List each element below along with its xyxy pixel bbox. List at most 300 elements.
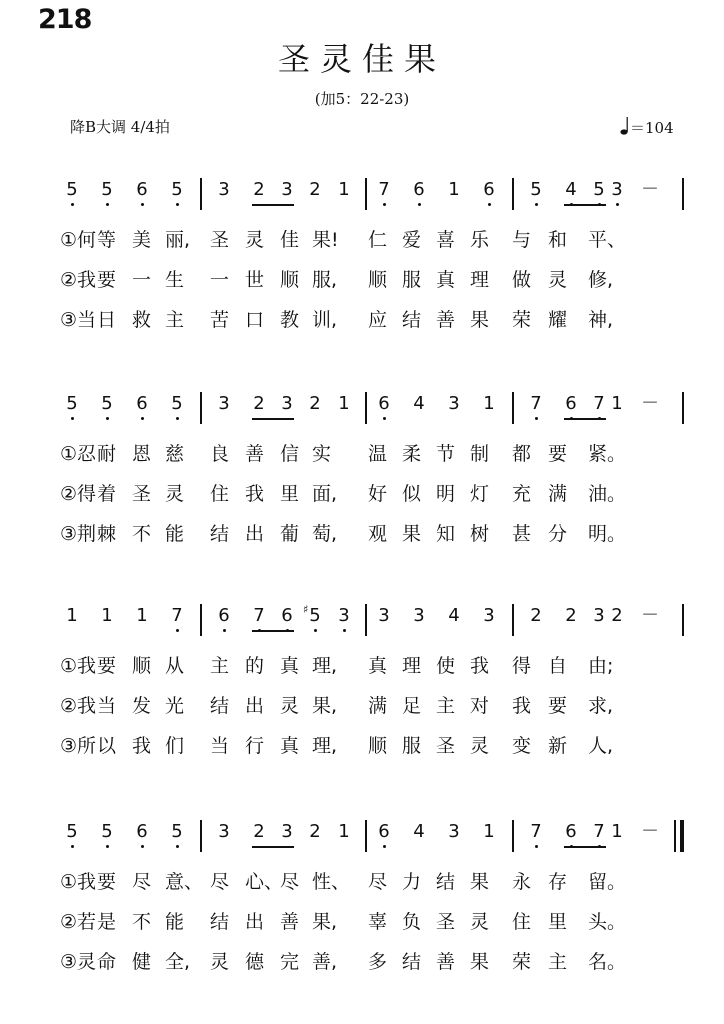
lyric-syllable: 行: [245, 735, 265, 757]
barline: [512, 820, 514, 852]
barline: [200, 392, 202, 424]
lyric-syllable: 萄,: [312, 523, 338, 545]
note: 7: [589, 392, 609, 416]
lyric-syllable: 要: [548, 695, 568, 717]
lyric-syllable: 树: [470, 523, 490, 545]
lyric-syllable: 自: [548, 655, 568, 677]
lyric-syllable: 力: [402, 871, 422, 893]
low-octave-dot: [141, 203, 144, 206]
lyric-syllable: 完: [280, 951, 300, 973]
lyric-syllable: 能: [165, 523, 185, 545]
lyric-syllable: 温: [368, 443, 388, 465]
note: 3: [281, 393, 293, 414]
lyric-syllable: 我: [512, 695, 532, 717]
lyric-syllable: 丽,: [165, 229, 191, 251]
low-octave-dot: [616, 203, 619, 206]
quarter-note-icon: [620, 116, 630, 134]
hold-dash: －: [641, 605, 659, 626]
low-octave-dot: [535, 417, 538, 420]
note: 3: [281, 179, 293, 200]
note: 1: [136, 605, 148, 626]
lyric-syllable: 要: [97, 871, 117, 893]
barline: [682, 604, 684, 636]
barline: [365, 392, 367, 424]
lyric-syllable: 着: [97, 483, 117, 505]
lyric-syllable: ②得: [60, 483, 97, 505]
note: 1: [338, 821, 350, 842]
lyric-syllable: 苦: [210, 309, 230, 331]
lyric-syllable: ①忍: [60, 443, 97, 465]
note: 5: [97, 392, 117, 416]
lyric-syllable: ②我: [60, 269, 97, 291]
note: 6: [132, 392, 152, 416]
lyric-syllable: 主: [436, 695, 456, 717]
lyric-syllable: 明。: [588, 523, 627, 545]
note: 3: [483, 605, 495, 626]
lyric-syllable: 服,: [312, 269, 338, 291]
lyric-syllable: 葡: [280, 523, 300, 545]
lyric-syllable: 求,: [588, 695, 614, 717]
lyric-syllable: 应: [368, 309, 388, 331]
lyric-syllable: 果,: [312, 695, 338, 717]
lyric-syllable: 足: [402, 695, 422, 717]
note: 3: [334, 604, 354, 628]
lyric-syllable: 教: [280, 309, 300, 331]
lyric-syllable: 里: [548, 911, 568, 933]
lyric-syllable: 实: [312, 443, 332, 465]
note: 2: [309, 393, 321, 414]
lyric-syllable: 知: [436, 523, 456, 545]
note: 5: [62, 178, 82, 202]
low-octave-dot: [106, 417, 109, 420]
note: 1: [611, 393, 623, 414]
note: 6: [479, 178, 499, 202]
hymn-number: 218: [38, 4, 92, 35]
barline: [682, 178, 684, 210]
note: 5: [589, 178, 609, 202]
low-octave-dot: [141, 417, 144, 420]
lyric-syllable: 由;: [588, 655, 614, 677]
note: 3: [218, 179, 230, 200]
lyric-syllable: 顺: [368, 269, 388, 291]
lyric-syllable: 观: [368, 523, 388, 545]
lyric-syllable: 口: [245, 309, 265, 331]
lyric-syllable: 果: [402, 523, 422, 545]
barline: [365, 604, 367, 636]
lyric-syllable: 棘: [97, 523, 117, 545]
lyric-syllable: 我: [132, 735, 152, 757]
lyric-syllable: 果: [470, 951, 490, 973]
note: 5: [97, 178, 117, 202]
lyric-syllable: 结: [436, 871, 456, 893]
lyric-syllable: 善: [245, 443, 265, 465]
lyric-syllable: 出: [245, 911, 265, 933]
hold-dash: －: [641, 179, 659, 200]
lyric-syllable: 都: [512, 443, 532, 465]
lyric-syllable: 尽: [368, 871, 388, 893]
lyric-syllable: 的: [245, 655, 265, 677]
note: 3: [218, 821, 230, 842]
note: 2: [253, 821, 265, 842]
lyric-syllable: 柔: [402, 443, 422, 465]
lyric-syllable: 不: [132, 523, 152, 545]
note: 6: [409, 178, 429, 202]
note: 2: [309, 821, 321, 842]
lyric-syllable: 住: [512, 911, 532, 933]
lyric-syllable: 日: [97, 309, 117, 331]
note: 4: [561, 178, 581, 202]
lyric-syllable: 从: [165, 655, 185, 677]
note: 3: [448, 393, 460, 414]
note: 1: [338, 179, 350, 200]
lyric-syllable: 仁: [368, 229, 388, 251]
lyric-syllable: 善,: [312, 951, 338, 973]
lyric-syllable: 明: [436, 483, 456, 505]
note: 1: [483, 821, 495, 842]
lyric-syllable: 美: [132, 229, 152, 251]
lyric-syllable: 善: [436, 951, 456, 973]
lyric-syllable: 服: [402, 735, 422, 757]
note: 6: [561, 820, 581, 844]
barline: [512, 392, 514, 424]
lyric-syllable: 人,: [588, 735, 614, 757]
lyric-syllable: 负: [402, 911, 422, 933]
note: 4: [413, 393, 425, 414]
lyric-verse-2: [0, 480, 724, 510]
lyric-verse-1: [0, 226, 724, 256]
lyric-syllable: 与: [512, 229, 532, 251]
lyric-syllable: 灵: [165, 483, 185, 505]
eighth-beam: [564, 846, 606, 848]
lyric-syllable: 恩: [132, 443, 152, 465]
note: 4: [413, 821, 425, 842]
lyric-syllable: 性、: [312, 871, 351, 893]
lyric-syllable: 等: [97, 229, 117, 251]
low-octave-dot: [535, 845, 538, 848]
low-octave-dot: [314, 629, 317, 632]
lyric-syllable: 面,: [312, 483, 338, 505]
low-octave-dot: [176, 203, 179, 206]
note: 5 ♯: [305, 604, 325, 628]
lyric-syllable: ③荆: [60, 523, 97, 545]
lyric-syllable: 结: [210, 523, 230, 545]
lyric-syllable: 果,: [312, 911, 338, 933]
note: 5: [62, 820, 82, 844]
lyric-syllable: 充: [512, 483, 532, 505]
lyric-syllable: 圣: [436, 911, 456, 933]
lyric-syllable: 意、: [165, 871, 204, 893]
low-octave-dot: [383, 845, 386, 848]
note: 7: [249, 604, 269, 628]
lyric-syllable: 荣: [512, 309, 532, 331]
lyric-syllable: 世: [245, 269, 265, 291]
lyric-syllable: 修,: [588, 269, 614, 291]
eighth-beam: [252, 846, 294, 848]
lyric-syllable: 全,: [165, 951, 191, 973]
note: 1: [483, 393, 495, 414]
lyric-syllable: ①我: [60, 655, 97, 677]
lyric-syllable: 灵: [470, 911, 490, 933]
lyric-syllable: 我: [245, 483, 265, 505]
notation-line: [0, 604, 724, 634]
lyric-syllable: 一: [210, 269, 230, 291]
lyric-verse-1: [0, 652, 724, 682]
lyric-syllable: 真: [436, 269, 456, 291]
lyric-syllable: 圣: [436, 735, 456, 757]
lyric-syllable: 分: [548, 523, 568, 545]
barline: [682, 392, 684, 424]
lyric-syllable: 当: [97, 695, 117, 717]
lyric-syllable: 结: [402, 309, 422, 331]
lyric-syllable: 光: [165, 695, 185, 717]
eighth-beam: [564, 418, 606, 420]
lyric-verse-2: [0, 266, 724, 296]
lyric-syllable: 们: [165, 735, 185, 757]
lyric-syllable: 对: [470, 695, 490, 717]
lyric-syllable: 辜: [368, 911, 388, 933]
lyric-verse-2: [0, 908, 724, 938]
lyric-syllable: 爱: [402, 229, 422, 251]
lyric-syllable: 制: [470, 443, 490, 465]
lyric-syllable: 生: [165, 269, 185, 291]
lyric-syllable: 顺: [280, 269, 300, 291]
barline: [200, 820, 202, 852]
note: 3: [378, 605, 390, 626]
note: 6: [374, 392, 394, 416]
lyric-syllable: 做: [512, 269, 532, 291]
low-octave-dot: [418, 203, 421, 206]
lyric-syllable: 要: [97, 655, 117, 677]
hold-dash: －: [641, 393, 659, 414]
lyric-syllable: 信: [280, 443, 300, 465]
lyric-syllable: 是: [97, 911, 117, 933]
lyric-syllable: 灵: [210, 951, 230, 973]
low-octave-dot: [223, 629, 226, 632]
low-octave-dot: [488, 203, 491, 206]
lyric-syllable: 圣: [132, 483, 152, 505]
lyric-syllable: 甚: [512, 523, 532, 545]
note: 2: [611, 605, 623, 626]
notation-line: [0, 178, 724, 208]
lyric-syllable: 主: [165, 309, 185, 331]
lyric-syllable: 使: [436, 655, 456, 677]
lyric-syllable: 真: [368, 655, 388, 677]
note: 7: [167, 604, 187, 628]
lyric-syllable: 灵: [245, 229, 265, 251]
lyric-syllable: 灵: [548, 269, 568, 291]
tempo-value: ＝104: [630, 119, 674, 137]
lyric-syllable: 荣: [512, 951, 532, 973]
lyric-verse-3: [0, 520, 724, 550]
lyric-syllable: ①我: [60, 871, 97, 893]
lyric-verse-2: [0, 692, 724, 722]
lyric-syllable: 理,: [312, 735, 338, 757]
lyric-syllable: 紧。: [588, 443, 627, 465]
lyric-verse-1: [0, 440, 724, 470]
scripture-reference: (加5：22-23): [314, 90, 410, 108]
note: 1: [101, 605, 113, 626]
eighth-beam: [252, 630, 294, 632]
lyric-syllable: 出: [245, 523, 265, 545]
lyric-syllable: 存: [548, 871, 568, 893]
barline: [200, 178, 202, 210]
lyric-syllable: 里: [280, 483, 300, 505]
eighth-beam: [564, 204, 606, 206]
lyric-verse-3: [0, 732, 724, 762]
lyric-syllable: 永: [512, 871, 532, 893]
low-octave-dot: [71, 417, 74, 420]
low-octave-dot: [383, 203, 386, 206]
key-signature: 降B大调 4/4拍: [70, 118, 170, 136]
note: 3: [218, 393, 230, 414]
barline: [365, 178, 367, 210]
lyric-syllable: 灵: [470, 735, 490, 757]
note: 1: [448, 179, 460, 200]
lyric-syllable: 当: [210, 735, 230, 757]
final-barline: [680, 820, 684, 852]
lyric-syllable: 灯: [470, 483, 490, 505]
note: 2: [253, 179, 265, 200]
lyric-syllable: ③当: [60, 309, 97, 331]
barline: [365, 820, 367, 852]
lyric-syllable: 救: [132, 309, 152, 331]
lyric-syllable: ③所: [60, 735, 97, 757]
lyric-syllable: 要: [97, 269, 117, 291]
lyric-syllable: ①何: [60, 229, 97, 251]
notation-line: [0, 392, 724, 422]
note: 3: [281, 821, 293, 842]
lyric-syllable: 喜: [436, 229, 456, 251]
note: 2: [309, 179, 321, 200]
lyric-syllable: 我: [470, 655, 490, 677]
note: 3: [413, 605, 425, 626]
eighth-beam: [252, 418, 294, 420]
low-octave-dot: [71, 203, 74, 206]
barline: [674, 820, 676, 852]
note: 3: [448, 821, 460, 842]
lyric-syllable: 新: [548, 735, 568, 757]
lyric-syllable: 要: [548, 443, 568, 465]
lyric-syllable: 结: [210, 911, 230, 933]
lyric-syllable: 满: [368, 695, 388, 717]
note: 1: [66, 605, 78, 626]
note: 6: [214, 604, 234, 628]
low-octave-dot: [176, 417, 179, 420]
lyric-syllable: 似: [402, 483, 422, 505]
lyric-syllable: 顺: [132, 655, 152, 677]
lyric-syllable: 理: [402, 655, 422, 677]
note: 6: [374, 820, 394, 844]
lyric-syllable: 结: [210, 695, 230, 717]
note: 6: [132, 820, 152, 844]
low-octave-dot: [176, 629, 179, 632]
lyric-syllable: 理,: [312, 655, 338, 677]
lyric-syllable: 名。: [588, 951, 627, 973]
note: 3: [607, 178, 627, 202]
note: 4: [448, 605, 460, 626]
lyric-syllable: 尽: [132, 871, 152, 893]
lyric-syllable: 服: [402, 269, 422, 291]
note: 5: [167, 178, 187, 202]
notation-line: [0, 820, 724, 850]
lyric-syllable: 命: [97, 951, 117, 973]
lyric-syllable: 善: [280, 911, 300, 933]
note: 2: [565, 605, 577, 626]
lyric-syllable: 能: [165, 911, 185, 933]
note: 7: [526, 820, 546, 844]
low-octave-dot: [106, 203, 109, 206]
lyric-syllable: 结: [402, 951, 422, 973]
lyric-syllable: 真: [280, 735, 300, 757]
note: 6: [561, 392, 581, 416]
low-octave-dot: [141, 845, 144, 848]
lyric-syllable: ②若: [60, 911, 97, 933]
lyric-syllable: 训,: [312, 309, 338, 331]
hold-dash: －: [641, 821, 659, 842]
lyric-syllable: 果!: [312, 229, 339, 251]
lyric-syllable: 神,: [588, 309, 614, 331]
lyric-syllable: 一: [132, 269, 152, 291]
note: 6: [132, 178, 152, 202]
lyric-syllable: 灵: [280, 695, 300, 717]
lyric-syllable: 果: [470, 871, 490, 893]
note: 5: [526, 178, 546, 202]
note: 2: [530, 605, 542, 626]
low-octave-dot: [383, 417, 386, 420]
low-octave-dot: [535, 203, 538, 206]
lyric-syllable: 真: [280, 655, 300, 677]
lyric-syllable: 满: [548, 483, 568, 505]
lyric-syllable: 德: [245, 951, 265, 973]
lyric-syllable: 尽: [210, 871, 230, 893]
note: 7: [589, 820, 609, 844]
note: 5: [62, 392, 82, 416]
lyric-syllable: ③灵: [60, 951, 97, 973]
lyric-syllable: 佳: [280, 229, 300, 251]
lyric-syllable: 乐: [470, 229, 490, 251]
note: 7: [374, 178, 394, 202]
note: 7: [526, 392, 546, 416]
lyric-syllable: 得: [512, 655, 532, 677]
lyric-syllable: 变: [512, 735, 532, 757]
lyric-syllable: 良: [210, 443, 230, 465]
low-octave-dot: [343, 629, 346, 632]
lyric-syllable: 好: [368, 483, 388, 505]
lyric-syllable: ②我: [60, 695, 97, 717]
low-octave-dot: [176, 845, 179, 848]
lyric-syllable: 平、: [588, 229, 627, 251]
lyric-syllable: 健: [132, 951, 152, 973]
lyric-verse-1: [0, 868, 724, 898]
note: 1: [338, 393, 350, 414]
lyric-syllable: 头。: [588, 911, 627, 933]
lyric-verse-3: [0, 306, 724, 336]
lyric-syllable: 果: [470, 309, 490, 331]
note: 5: [167, 820, 187, 844]
note: 1: [611, 821, 623, 842]
lyric-syllable: 慈: [165, 443, 185, 465]
lyric-syllable: 节: [436, 443, 456, 465]
lyric-syllable: 尽: [280, 871, 300, 893]
lyric-syllable: 和: [548, 229, 568, 251]
eighth-beam: [252, 204, 294, 206]
barline: [512, 604, 514, 636]
lyric-syllable: 耀: [548, 309, 568, 331]
lyric-syllable: 理: [470, 269, 490, 291]
lyric-syllable: 主: [210, 655, 230, 677]
note: 5: [167, 392, 187, 416]
lyric-syllable: 油。: [588, 483, 627, 505]
